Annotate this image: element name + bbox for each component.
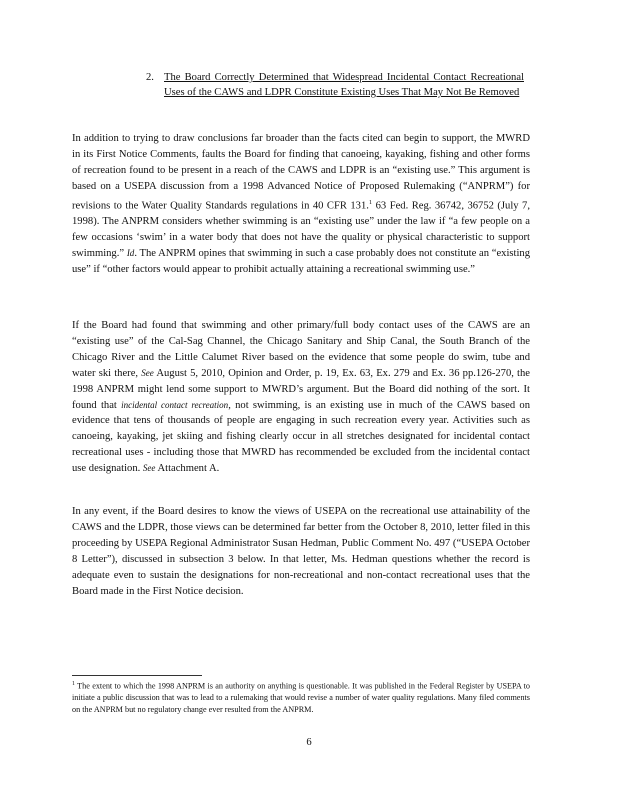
paragraph-2-text-d: Attachment A. xyxy=(155,463,220,475)
paragraph-2 xyxy=(72,318,530,477)
footnote xyxy=(72,679,530,715)
paragraph-3-text: In any event, if the Board desires to know the views of USEPA on the recreational use attainability of the CAWS and the LDPR, those views can be determined far better from the October 8, 2010, letter filed in this proceeding by USEPA Regional Administrator Susan Hedman, Public Comment No. 497 (“USEPA October 8 Letter”), discussed in subsection 3 below. In that letter, Ms. Hedman questions whether the record is adequate even to sustain the designations for non-recreational and non-contact recreational uses that the Board made in the First Notice decision. xyxy=(72,506,530,597)
section-number: 2. xyxy=(146,72,154,83)
footnote-marker: 1 xyxy=(72,681,75,687)
paragraph-3 xyxy=(72,504,530,599)
paragraph-2-text-b: August 5, 2010, Opinion and Order, p. 19, Ex. 63, Ex. 279 and Ex. 36 pp.126-270, the 1998 ANPRM might lend some support to MWRD’s argument. But the Board did nothing of the sort. It found that xyxy=(72,367,530,411)
paragraph-1-text-a: In addition to trying to draw conclusions far broader than the facts cited can begin to support, the MWRD in its First Notice Comments, faults the Board for finding that canoeing, kayaking, fishing and other forms of recreation found to be present in a reach of the CAWS and LDPR is an “existing use.” This argument is based on a USEPA discussion from a 1998 Advanced Notice of Proposed Rulemaking (“ANPRM”) for revisions to the Water Quality Standards regulations in 40 CFR 131. xyxy=(72,133,530,212)
incidental-contact-term: incidental contact recreation xyxy=(121,399,229,410)
footnote-reference[interactable]: 1 xyxy=(368,198,373,206)
see-signal-1: See xyxy=(141,367,154,378)
footnote-text: The extent to which the 1998 ANPRM is an authority on anything is questionable. It was published in the Federal Register by USEPA to initiate a public discussion that was to lead to a rulemaking that would revise a number of water quality regulations. Many filed comments on the ANPRM but no regulatory change ever resulted from the ANPRM. xyxy=(72,681,530,714)
paragraph-1-text-c: . The ANPRM opines that swimming in such a case probably does not constitute an “existing use” if “other factors would appear to prohibit actually attaining a recreational swimming use.” xyxy=(72,247,531,275)
section-title: The Board Correctly Determined that Widespread Incidental Contact Recreational Uses of the CAWS and LDPR Constitute Existing Uses That May Not Be Removed xyxy=(164,72,524,98)
paragraph-2-text-c: , not swimming, is an existing use in much of the CAWS based on evidence that tens of thousands of people are engaging in such recreation every year. Activities such as canoeing, kayaking, jet skiing and fishing clearly occur in all stretches designated for incidental contact recreational uses - including those that MWRD has recommended be excluded from the incidental contact use designation. xyxy=(72,399,530,475)
paragraph-1-text-b: 63 Fed. Reg. 36742, 36752 (July 7, 1998). The ANPRM considers whether swimming is an “existing use” under the law if “a few people on a few occasions ‘swim’ in a water body that does not have the quality or physical characteristic to support swimming.” xyxy=(72,200,531,259)
paragraph-2-text-a: If the Board had found that swimming and other primary/full body contact uses of the CAWS are an “existing use” of the Cal-Sag Channel, the Chicago Sanitary and Ship Canal, the South Branch of the Chicago River and the Little Calumet River based on the evidence that some people do swim, tube and water ski there, xyxy=(72,320,530,379)
paragraph-1 xyxy=(72,131,530,278)
page-number: 6 xyxy=(306,737,312,748)
footnote-separator xyxy=(72,675,202,676)
id-citation: Id xyxy=(126,247,135,258)
see-signal-2: See xyxy=(142,463,156,474)
